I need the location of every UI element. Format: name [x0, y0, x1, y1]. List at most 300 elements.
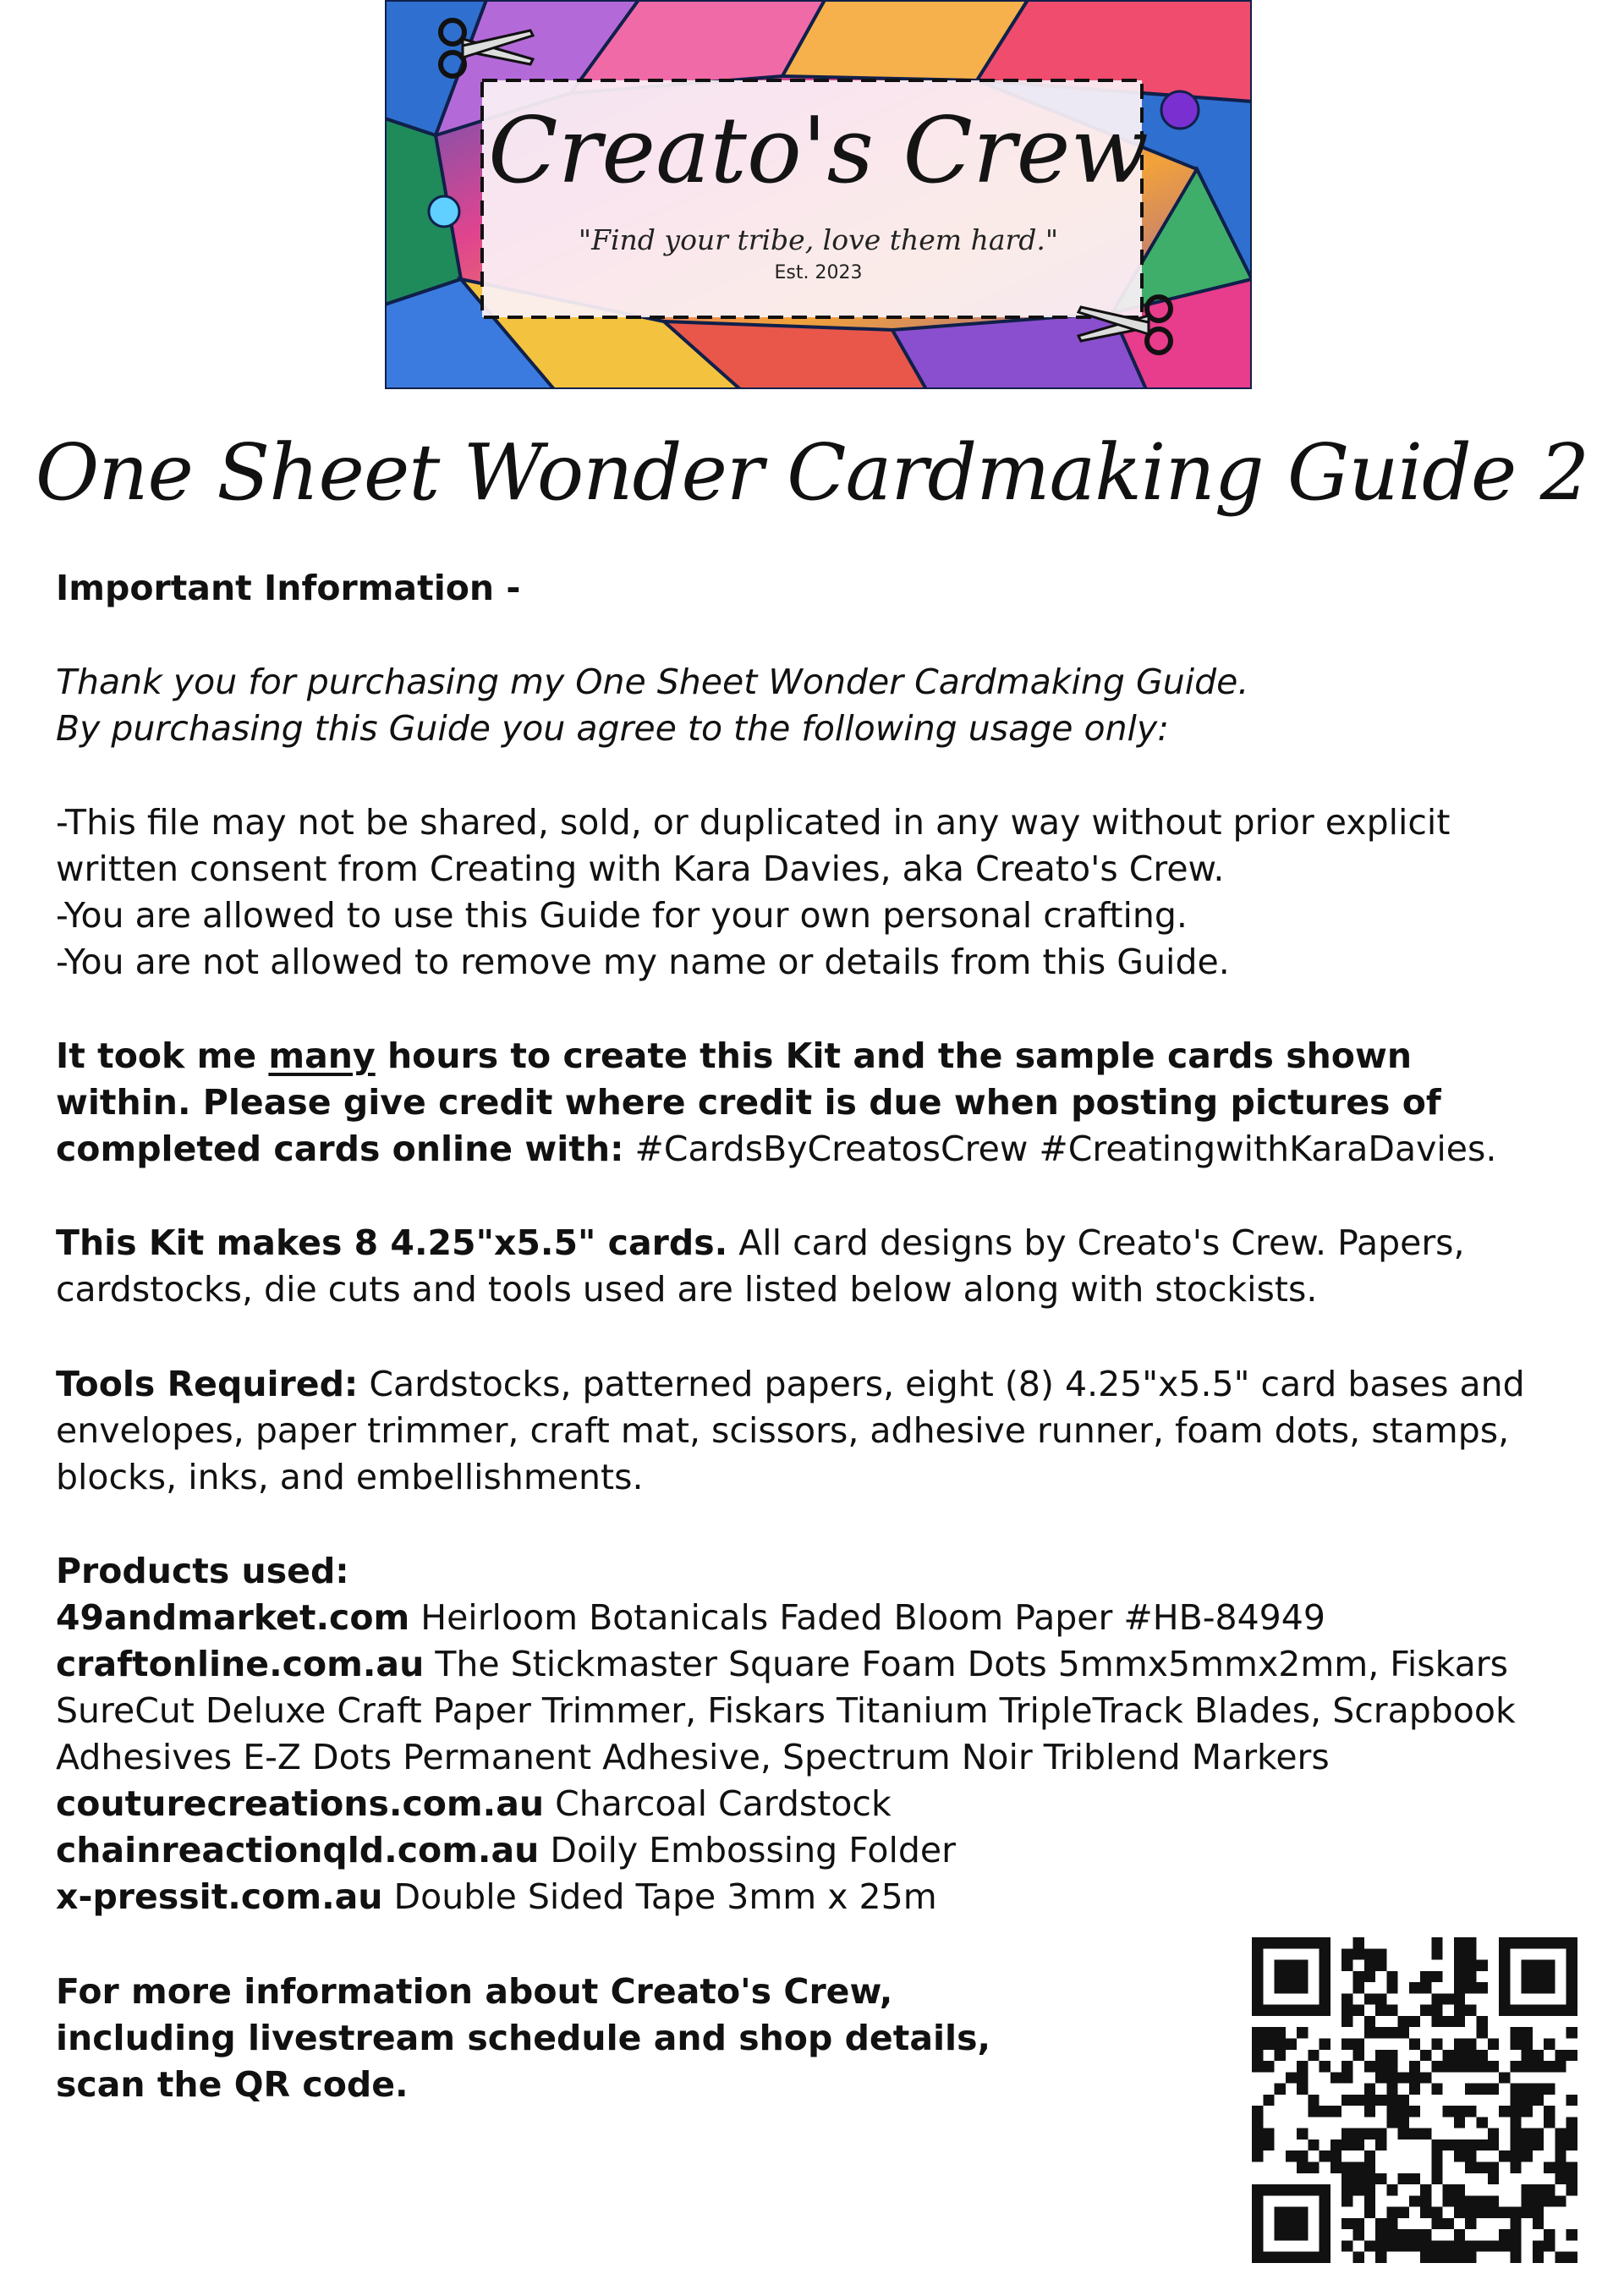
qr-module [1431, 2207, 1442, 2218]
qr-module [1352, 2095, 1363, 2106]
qr-module [1443, 2050, 1454, 2061]
qr-module [1533, 2084, 1544, 2095]
qr-module [1454, 2207, 1465, 2218]
qr-module [1375, 2252, 1386, 2263]
qr-module [1364, 2184, 1375, 2195]
qr-module [1252, 2117, 1263, 2128]
header-banner [385, 0, 1252, 389]
qr-module [1488, 2162, 1499, 2173]
logo-title: Creato's Crew [487, 98, 1149, 204]
qr-module [1566, 2229, 1577, 2240]
qr-module [1533, 2195, 1544, 2206]
qr-module [1420, 1971, 1431, 1982]
qr-module [1252, 2150, 1263, 2161]
qr-module [1522, 2095, 1533, 2106]
qr-module [1566, 2117, 1577, 2128]
qr-module [1465, 2139, 1476, 2150]
qr-module [1431, 2005, 1442, 2016]
qr-module [1522, 2139, 1533, 2150]
tools-line [56, 1361, 1561, 1408]
qr-module [1409, 2038, 1420, 2049]
qr-module [1308, 2050, 1319, 2061]
qr-module [1510, 2117, 1521, 2128]
product-line [56, 1641, 1561, 1688]
qr-module [1364, 2128, 1375, 2139]
qr-module [1297, 2150, 1308, 2161]
qr-module [1510, 2252, 1521, 2263]
qr-module [1341, 2072, 1352, 2083]
qr-module [1386, 2050, 1397, 2061]
qr-module [1386, 2027, 1397, 2038]
qr-module [1252, 2106, 1263, 2117]
qr-module [1375, 2050, 1386, 2061]
qr-module [1275, 2084, 1286, 2095]
credit-line [56, 1033, 1561, 1079]
qr-module [1477, 2016, 1488, 2027]
qr-module [1341, 2173, 1352, 2184]
qr-module [1488, 2173, 1499, 2184]
qr-module [1510, 2084, 1521, 2095]
important-info-title: Important Information - [56, 568, 521, 608]
qr-module [1443, 2184, 1454, 2195]
qr-module [1465, 2005, 1476, 2016]
qr-module [1364, 2240, 1375, 2251]
qr-module [1341, 2184, 1352, 2195]
qr-module [1420, 2184, 1431, 2195]
qr-module [1364, 1948, 1375, 1959]
product-store: x-pressit.com.au [56, 1876, 383, 1917]
product-store: craftonline.com.au [56, 1644, 425, 1684]
qr-module [1465, 1971, 1476, 1982]
qr-module [1499, 2207, 1510, 2218]
qr-module [1386, 2005, 1397, 2016]
qr-module [1409, 2173, 1420, 2184]
qr-module [1409, 2072, 1420, 2083]
qr-module [1297, 2128, 1308, 2139]
qr-module [1465, 1960, 1476, 1971]
qr-module [1477, 2061, 1488, 2072]
qr-module [1375, 2072, 1386, 2083]
products-title: Products used: [56, 1551, 349, 1591]
qr-module [1375, 2240, 1386, 2251]
qr-module [1263, 2061, 1274, 2072]
qr-module [1454, 1982, 1465, 1993]
qr-module [1375, 2027, 1386, 2038]
qr-module [1454, 2005, 1465, 2016]
qr-module [1465, 2195, 1476, 2206]
qr-module [1522, 2207, 1533, 2218]
qr-module [1375, 2005, 1386, 2016]
qr-module [1341, 2038, 1352, 2049]
qr-module [1566, 2050, 1577, 2061]
thanks-line: By purchasing this Guide you agree to the following usage only: [56, 708, 1170, 749]
qr-module [1341, 2128, 1352, 2139]
qr-module [1510, 2218, 1521, 2229]
qr-module [1510, 2240, 1521, 2251]
qr-module [1431, 2150, 1442, 2161]
qr-module [1398, 2027, 1409, 2038]
qr-module [1286, 2150, 1297, 2161]
qr-module [1533, 2061, 1544, 2072]
credit-hashtags: #CardsByCreatosCrew #CreatingwithKaraDavies. [623, 1129, 1497, 1169]
qr-module [1465, 2050, 1476, 2061]
qr-module [1431, 1937, 1442, 1948]
qr-module [1488, 2207, 1499, 2218]
credit-prefix: It took me [56, 1035, 269, 1076]
qr-module [1409, 2240, 1420, 2251]
qr-module [1398, 2072, 1409, 2083]
qr-module [1555, 2195, 1566, 2206]
qr-module [1386, 2061, 1397, 2072]
qr-module [1330, 2162, 1341, 2173]
qr-module [1465, 2150, 1476, 2161]
qr-module [1398, 2207, 1409, 2218]
qr-module [1297, 2027, 1308, 2038]
terms-line: -You are allowed to use this Guide for your own personal crafting. [56, 895, 1188, 936]
qr-module [1252, 2139, 1263, 2150]
qr-module [1477, 2207, 1488, 2218]
qr-module [1398, 2117, 1409, 2128]
credit-line [56, 1126, 1561, 1173]
qr-module [1375, 2061, 1386, 2072]
qr-module [1252, 2061, 1263, 2072]
qr-module [1533, 2184, 1544, 2195]
qr-module [1252, 2027, 1263, 2038]
qr-module [1330, 2139, 1341, 2150]
qr-module [1263, 2128, 1274, 2139]
qr-module [1454, 1993, 1465, 2004]
qr-module [1431, 1948, 1442, 1959]
qr-module [1398, 2106, 1409, 2117]
qr-module [1544, 2084, 1555, 2095]
qr-module [1308, 2095, 1319, 2106]
qr-module [1499, 2229, 1510, 2240]
qr-module [1555, 2139, 1566, 2150]
qr-module [1263, 2038, 1274, 2049]
qr-module [1431, 2038, 1442, 2049]
qr-module [1465, 1937, 1476, 1948]
qr-module [1510, 2162, 1521, 2173]
qr-module [1510, 2038, 1521, 2049]
qr-module [1431, 2218, 1442, 2229]
qr-module [1364, 2084, 1375, 2095]
qr-module [1263, 2095, 1274, 2106]
qr-module [1488, 2139, 1499, 2150]
qr-module [1443, 2139, 1454, 2150]
qr-module [1454, 2038, 1465, 2049]
more-info-paragraph [56, 1969, 1155, 2108]
qr-module [1454, 2150, 1465, 2161]
qr-module [1409, 2195, 1420, 2206]
qr-module [1286, 2038, 1297, 2049]
qr-module [1544, 2061, 1555, 2072]
qr-module [1544, 2195, 1555, 2206]
qr-module [1364, 1993, 1375, 2004]
qr-module [1477, 2240, 1488, 2251]
tools-text: Cardstocks, patterned papers, eight (8) 4.25"x5.5" card bases and [358, 1364, 1525, 1404]
qr-module [1488, 2240, 1499, 2251]
qr-module [1352, 2162, 1363, 2173]
qr-module [1499, 2072, 1510, 2083]
product-store: chainreactionqld.com.au [56, 1830, 540, 1870]
terms-line: written consent from Creating with Kara Davies, aka Creato's Crew. [56, 849, 1225, 889]
qr-module [1454, 2061, 1465, 2072]
qr-module [1499, 2150, 1510, 2161]
qr-module [1341, 2016, 1352, 2027]
qr-module [1544, 2117, 1555, 2128]
credit-paragraph [56, 1033, 1561, 1173]
qr-module [1420, 2195, 1431, 2206]
kit-bold: This Kit makes 8 4.25"x5.5" cards. [56, 1222, 728, 1263]
qr-module [1352, 2128, 1363, 2139]
qr-module [1533, 2050, 1544, 2061]
qr-module [1409, 1982, 1420, 1993]
qr-module [1263, 2027, 1274, 2038]
qr-module [1477, 1960, 1488, 1971]
qr-module [1352, 1971, 1363, 1982]
qr-module [1375, 2173, 1386, 2184]
qr-module [1320, 2106, 1330, 2117]
qr-module [1364, 2106, 1375, 2117]
qr-module [1488, 2128, 1499, 2139]
qr-module [1465, 2061, 1476, 2072]
qr-module [1510, 2061, 1521, 2072]
qr-module [1364, 2173, 1375, 2184]
qr-module [1431, 1993, 1442, 2004]
qr-module [1510, 2128, 1521, 2139]
qr-module [1409, 2084, 1420, 2095]
terms-line: -This file may not be shared, sold, or duplicated in any way without prior explicit [56, 802, 1451, 843]
qr-module [1341, 2061, 1352, 2072]
qr-module [1488, 2084, 1499, 2095]
qr-module [1522, 2084, 1533, 2095]
qr-module [1320, 2061, 1330, 2072]
qr-module [1454, 1960, 1465, 1971]
qr-module [1341, 2005, 1352, 2016]
qr-module [1352, 2005, 1363, 2016]
qr-module [1499, 2240, 1510, 2251]
qr-module [1398, 2173, 1409, 2184]
qr-module [1398, 2229, 1409, 2240]
qr-module [1352, 2139, 1363, 2150]
product-line: SureCut Deluxe Craft Paper Trimmer, Fiskars Titanium TripleTrack Blades, Scrapbook [56, 1690, 1516, 1731]
qr-module [1420, 1982, 1431, 1993]
qr-module [1566, 2252, 1577, 2263]
qr-module [1522, 2195, 1533, 2206]
qr-module [1510, 2207, 1521, 2218]
qr-module [1420, 2072, 1431, 2083]
qr-module [1341, 1948, 1352, 1959]
qr-module [1431, 2084, 1442, 2095]
product-desc: Double Sided Tape 3mm x 25m [382, 1876, 937, 1917]
qr-module [1398, 2128, 1409, 2139]
qr-module [1431, 1971, 1442, 1982]
qr-module [1364, 2207, 1375, 2218]
qr-module [1477, 2027, 1488, 2038]
qr-module [1375, 1948, 1386, 1959]
qr-module [1454, 2252, 1465, 2263]
more-info-line: including livestream schedule and shop details, [56, 2018, 991, 2058]
qr-module [1330, 2072, 1341, 2083]
qr-module [1341, 2139, 1352, 2150]
qr-module [1275, 2050, 1286, 2061]
qr-module [1555, 2050, 1566, 2061]
qr-module [1454, 2106, 1465, 2117]
qr-module [1341, 2218, 1352, 2229]
qr-module [1364, 2162, 1375, 2173]
qr-module [1555, 2150, 1566, 2161]
qr-module [1533, 2207, 1544, 2218]
guide-heading: One Sheet Wonder Cardmaking Guide 2 [35, 427, 1589, 518]
qr-module [1533, 2218, 1544, 2229]
qr-module [1409, 2106, 1420, 2117]
qr-module [1420, 2207, 1431, 2218]
credit-emphasis: many [268, 1035, 376, 1076]
product-store: couturecreations.com.au [56, 1783, 545, 1824]
qr-module [1522, 2061, 1533, 2072]
qr-module [1522, 2184, 1533, 2195]
credit-bold: completed cards online with: [56, 1129, 624, 1169]
qr-module [1477, 2050, 1488, 2061]
qr-module [1420, 2005, 1431, 2016]
product-line: Adhesives E-Z Dots Permanent Adhesive, Spectrum Noir Triblend Markers [56, 1737, 1330, 1777]
qr-module [1465, 2207, 1476, 2218]
qr-module [1341, 1993, 1352, 2004]
qr-module [1386, 2095, 1397, 2106]
qr-module [1477, 1982, 1488, 1993]
terms-line: -You are not allowed to remove my name or details from this Guide. [56, 942, 1230, 982]
qr-module [1364, 2150, 1375, 2161]
qr-module [1364, 2061, 1375, 2072]
qr-module [1454, 2050, 1465, 2061]
qr-module [1544, 2184, 1555, 2195]
qr-module [1555, 2128, 1566, 2139]
qr-module [1454, 2117, 1465, 2128]
scissors-icon [1074, 292, 1176, 360]
qr-module [1364, 2027, 1375, 2038]
qr-module [1375, 2229, 1386, 2240]
terms-paragraph [56, 799, 1561, 986]
qr-module [1454, 2184, 1465, 2195]
qr-module [1375, 2218, 1386, 2229]
qr-module [1454, 2229, 1465, 2240]
qr-module [1566, 2027, 1577, 2038]
qr-module [1375, 2095, 1386, 2106]
qr-module [1375, 2128, 1386, 2139]
qr-module [1488, 2061, 1499, 2072]
qr-module [1431, 2061, 1442, 2072]
qr-module [1308, 2162, 1319, 2173]
qr-module [1566, 2139, 1577, 2150]
product-desc: Charcoal Cardstock [544, 1783, 892, 1824]
qr-module [1420, 2050, 1431, 2061]
kit-line: cardstocks, die cuts and tools used are listed below along with stockists. [56, 1269, 1318, 1310]
qr-module [1431, 2016, 1442, 2027]
qr-module [1454, 2016, 1465, 2027]
qr-module [1510, 2095, 1521, 2106]
qr-module [1252, 2128, 1263, 2139]
qr-module [1341, 2195, 1352, 2206]
qr-module [1375, 1960, 1386, 1971]
qr-module [1341, 2162, 1352, 2173]
qr-module [1544, 2240, 1555, 2251]
qr-module [1409, 2061, 1420, 2072]
qr-module [1352, 2038, 1363, 2049]
tools-paragraph [56, 1361, 1561, 1501]
qr-module [1555, 2162, 1566, 2173]
qr-module [1352, 2050, 1363, 2061]
product-line [56, 1874, 1561, 1920]
qr-finder-inner [1522, 1960, 1555, 1994]
qr-module [1364, 1960, 1375, 1971]
qr-module [1566, 2128, 1577, 2139]
product-desc: The Stickmaster Square Foam Dots 5mmx5mmx2mm, Fiskars [424, 1644, 1509, 1684]
qr-module [1566, 2095, 1577, 2106]
qr-module [1544, 2106, 1555, 2117]
qr-module [1352, 2173, 1363, 2184]
qr-finder-inner [1275, 1960, 1309, 1994]
qr-module [1409, 2128, 1420, 2139]
qr-module [1398, 2095, 1409, 2106]
product-line [56, 1781, 1561, 1827]
qr-module [1454, 2139, 1465, 2150]
product-store: 49andmarket.com [56, 1597, 410, 1638]
tools-label: Tools Required: [56, 1364, 359, 1404]
qr-module [1533, 2240, 1544, 2251]
qr-module [1409, 2229, 1420, 2240]
qr-module [1375, 2139, 1386, 2150]
qr-module [1454, 2240, 1465, 2251]
qr-module [1465, 2038, 1476, 2049]
qr-module [1443, 1993, 1454, 2004]
qr-module [1465, 2252, 1476, 2263]
qr-module [1297, 2072, 1308, 2083]
qr-module [1443, 2016, 1454, 2027]
qr-module [1443, 2252, 1454, 2263]
qr-module [1477, 2162, 1488, 2173]
qr-module [1386, 2084, 1397, 2095]
qr-module [1275, 2038, 1286, 2049]
qr-module [1465, 1982, 1476, 1993]
logo-established: Est. 2023 [774, 262, 863, 283]
product-line [56, 1827, 1561, 1874]
qr-module [1398, 2016, 1409, 2027]
qr-module [1420, 2240, 1431, 2251]
qr-module [1533, 2139, 1544, 2150]
qr-module [1386, 1982, 1397, 1993]
qr-module [1522, 2128, 1533, 2139]
qr-module [1555, 2252, 1566, 2263]
kit-rest: All card designs by Creato's Crew. Papers, [727, 1222, 1465, 1263]
qr-module [1409, 2016, 1420, 2027]
qr-module [1364, 2016, 1375, 2027]
qr-module [1454, 1948, 1465, 1959]
qr-module [1352, 1948, 1363, 1959]
product-desc: Doily Embossing Folder [539, 1830, 956, 1870]
qr-module [1443, 2106, 1454, 2117]
tools-line: blocks, inks, and embellishments. [56, 1457, 644, 1497]
qr-module [1252, 2050, 1263, 2061]
qr-module [1454, 2195, 1465, 2206]
qr-module [1308, 2106, 1319, 2117]
qr-module [1386, 2240, 1397, 2251]
qr-code[interactable] [1252, 1937, 1577, 2263]
qr-module [1477, 2139, 1488, 2150]
qr-module [1465, 2240, 1476, 2251]
credit-line: within. Please give credit where credit is due when posting pictures of [56, 1082, 1441, 1123]
qr-module [1286, 2072, 1297, 2083]
qr-module [1386, 1971, 1397, 1982]
